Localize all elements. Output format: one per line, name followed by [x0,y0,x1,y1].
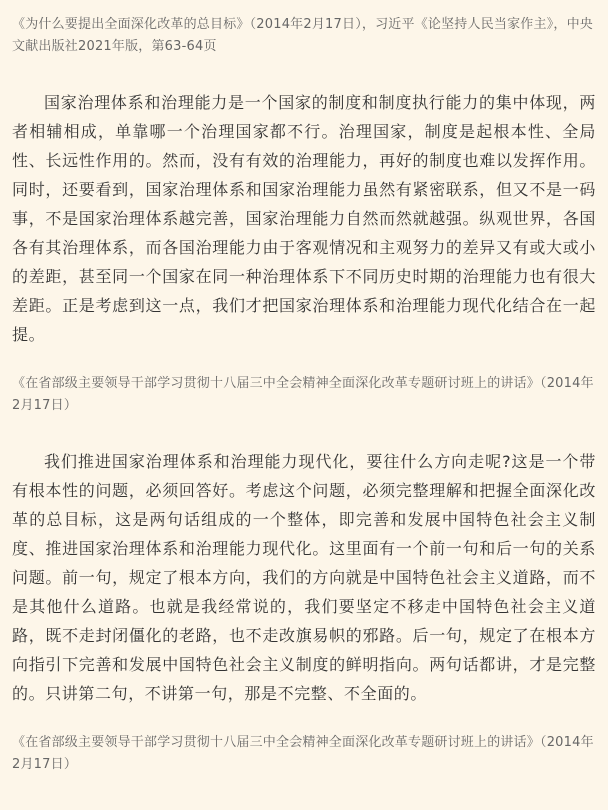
source-citation: 《在省部级主要领导干部学习贯彻十八届三中全会精神全面深化改革专题研讨班上的讲话》（2014年2月17日） [12,376,594,413]
spacer [12,708,596,732]
spacer [12,417,596,447]
source-citation: 《为什么要提出全面深化改革的总目标》（2014年2月17日），习近平《论坚持人民当家作主》，中央文献出版社2021年版，第63-64页 [12,17,593,54]
quote-paragraph: 我们推进国家治理体系和治理能力现代化，要往什么方向走呢?这是一个带有根本性的问题，必须回答好。考虑这个问题，必须完整理解和把握全面深化改革的总目标，这是两句话组成的一个整体，即完善和发展中国特色社会主义制度、推进国家治理体系和治理能力现代化。这里面有一个前一句和后一句的关系问题。前一句，规定了根本方向，我们的方向就是中国特色社会主义道路，而不是其他什么道路。也就是我经常说的，我们要坚定不移走中国特色社会主义道路，既不走封闭僵化的老路，也不走改旗易帜的邪路。后一句，规定了在根本方向指引下完善和发展中国特色社会主义制度的鲜明指向。两句话都讲，才是完整的。只讲第二句，不讲第一句，那是不完整、不全面的。 [12,452,596,703]
quote-paragraph: 国家治理体系和治理能力是一个国家的制度和制度执行能力的集中体现，两者相辅相成，单靠哪一个治理国家都不行。治理国家，制度是起根本性、全局性、长远性作用的。然而，没有有效的治理能力，再好的制度也难以发挥作用。同时，还要看到，国家治理体系和国家治理能力虽然有紧密联系，但又不是一码事，不是国家治理体系越完善，国家治理能力自然而然就越强。纵观世界，各国各有其治理体系，而各国治理能力由于客观情况和主观努力的差异又有或大或小的差距，甚至同一个国家在同一种治理体系下不同历史时期的治理能力也有很大差距。正是考虑到这一点，我们才把国家治理体系和治理能力现代化结合在一起提。 [12,93,596,344]
spacer [12,349,596,373]
spacer [12,58,596,88]
source-citation: 《在省部级主要领导干部学习贯彻十八届三中全会精神全面深化改革专题研讨班上的讲话》（2014年2月17日） [12,735,594,772]
